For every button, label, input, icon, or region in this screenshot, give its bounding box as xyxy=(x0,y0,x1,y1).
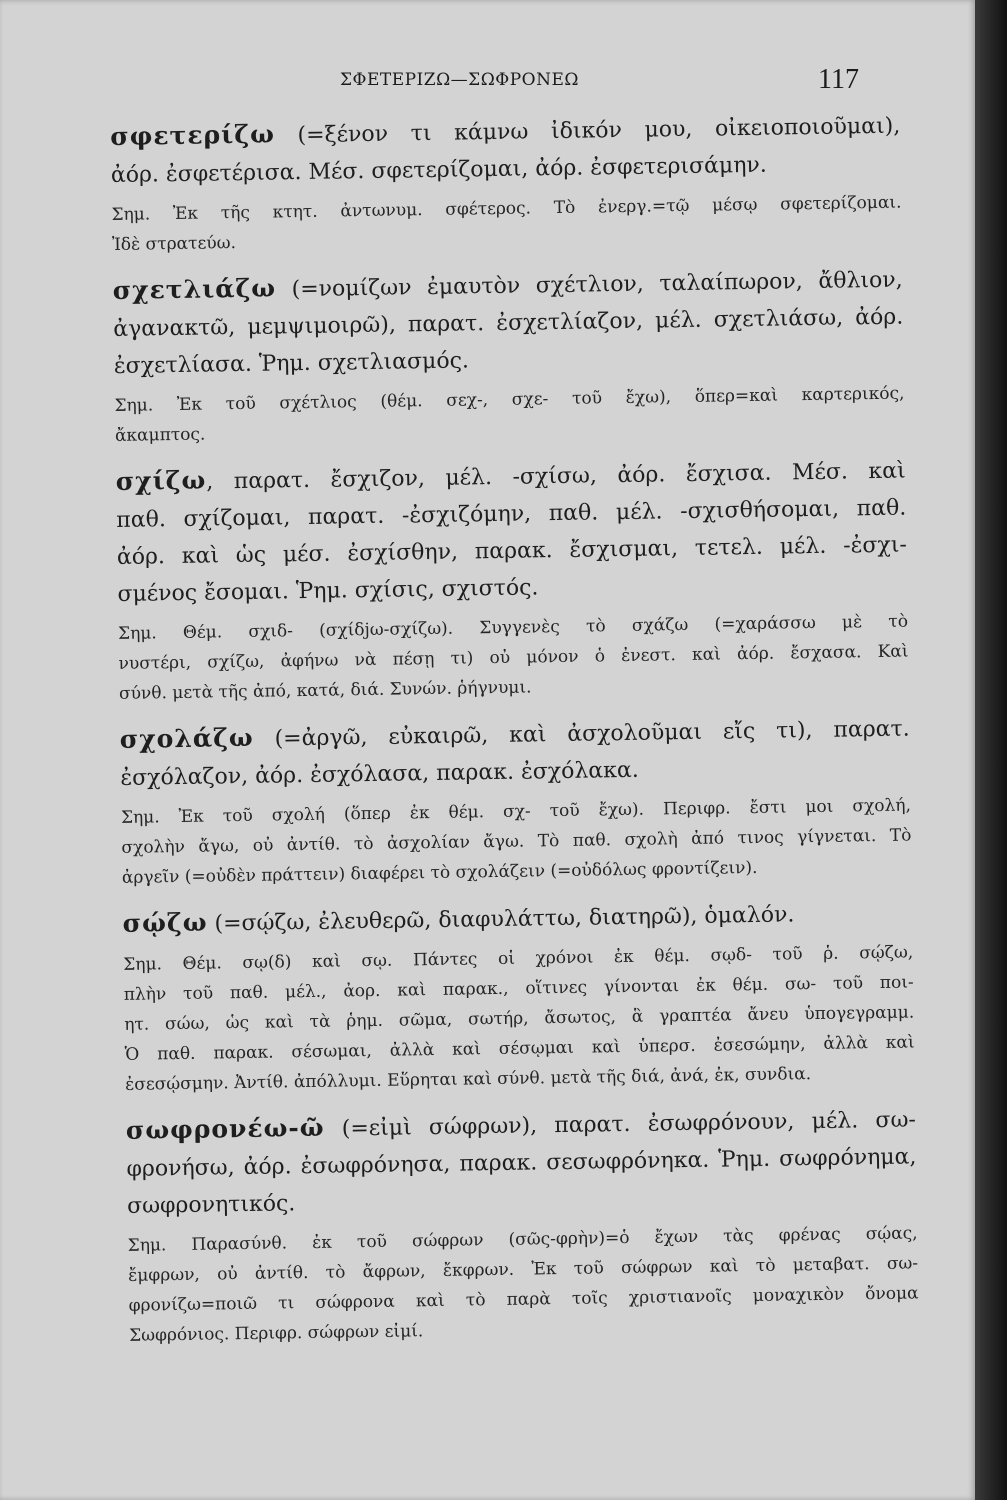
note-text: Σημ. Παρασύνθ. ἐκ τοῦ σώφρων (σῶς-φρὴν)=ὁ ἔχων τὰς φρένας σῴας, xyxy=(127,1223,918,1256)
entry-text: σωφρονητικός. xyxy=(126,1191,296,1219)
lemma: σχίζω xyxy=(115,465,207,496)
entry-text: (=εἰμὶ σώφρων), παρατ. ἐσωφρόνουν, μέλ. σω- xyxy=(324,1107,917,1142)
entry-text: (=νομίζων ἐμαυτὸν σχέτλιον, ταλαίπωρον, ἄθλιον, xyxy=(275,267,903,303)
note-text: νυστέρι, σχίζω, ἀφήνω νὰ πέσῃ τι) οὐ μόνον ὁ ἐνεστ. καὶ ἀόρ. ἔσχασα. Καὶ xyxy=(118,641,909,674)
note-text: ἔμφρων, οὐ ἀντίθ. τὸ ἄφρων, ἔκφρων. Ἐκ τοῦ σώφρων καὶ τὸ μεταβατ. σω- xyxy=(128,1253,919,1286)
book-edge-shadow xyxy=(975,0,1007,1500)
note-text: ἀργεῖν (=οὐδὲν πράττειν) διαφέρει τὸ σχολάζειν (=οὐδόλως φροντίζειν). xyxy=(121,857,758,888)
entry-text: παθ. σχίζομαι, παρατ. -ἐσχιζόμην, παθ. μέλ. -σχισθήσομαι, παθ. xyxy=(116,495,907,533)
note-schetliazo xyxy=(114,379,905,451)
page-header xyxy=(0,62,975,102)
note-text: σύνθ. μετὰ τῆς ἀπό, κατά, διά. Συνών. ῥήγνυμι. xyxy=(118,677,532,704)
entry-text: (=ἀργῶ, εὐκαιρῶ, καὶ ἀσχολοῦμαι εἴς τι), παρατ. xyxy=(253,716,910,752)
entry-text: ἀόρ. καὶ ὡς μέσ. ἐσχίσθην, παρακ. ἔσχισμαι, τετελ. μέλ. -ἐσχι- xyxy=(116,532,908,570)
lemma: σωφρονέω-ῶ xyxy=(125,1112,325,1145)
entry-text: σμένος ἔσομαι. Ῥημ. σχίσις, σχιστός. xyxy=(117,575,539,607)
entry-text: ἐσχόλαζον, ἀόρ. ἐσχόλασα, παρακ. ἐσχόλακα. xyxy=(120,757,639,791)
entry-text: (=σῴζω, ἐλευθερῶ, διαφυλάττω, διατηρῶ), ὁμαλόν. xyxy=(207,902,795,937)
lemma: σῴζω xyxy=(122,907,208,938)
note-text: ἐσεσῴσμην. Ἀντίθ. ἀπόλλυμι. Εὕρηται καὶ σύνθ. μετὰ τῆς διά, ἀνά, ἐκ, συνδια. xyxy=(125,1064,812,1095)
entry-text: φρονήσω, ἀόρ. ἐσωφρόνησα, παρακ. σεσωφρόνηκα. Ῥημ. σωφρόνημα, xyxy=(126,1144,917,1182)
note-text: φρονίζω=ποιῶ τι σώφρονα καὶ τὸ παρὰ τοῖς χριστιανοῖς μοναχικὸν ὄνομα xyxy=(128,1283,919,1316)
page-number: 117 xyxy=(818,64,859,95)
note-text: Σημ. Ἐκ τοῦ σχολή (ὅπερ ἐκ θέμ. σχ- τοῦ ἔχω). Περιφρ. ἔστι μοι σχολή, xyxy=(120,795,912,828)
note-text: Σημ. Θέμ. σῳ(δ) καὶ σῳ. Πάντες οἱ χρόνοι ἐκ θέμ. σῳδ- τοῦ ῥ. σῴζω, xyxy=(123,942,914,975)
entry-sofroneo xyxy=(126,1099,918,1224)
entry-sfeterizo xyxy=(110,106,901,194)
entry-text: ἀγανακτῶ, μεμψιμοιρῶ), παρατ. ἐσχετλίαζον, μέλ. σχετλιάσω, ἀόρ. xyxy=(113,304,904,342)
dictionary-body xyxy=(110,106,919,1363)
note-text: Σωφρόνιος. Περιφρ. σώφρων εἰμί. xyxy=(128,1321,424,1346)
lemma: σφετερίζω xyxy=(110,119,276,151)
entry-text: ἐσχετλίασα. Ῥημ. σχετλιασμός. xyxy=(113,348,470,379)
note-text: Σημ. Ἐκ τοῦ σχέτλιος (θέμ. σεχ-, σχε- τοῦ ἔχω), ὅπερ=καὶ καρτερικός, xyxy=(114,383,905,416)
note-scholazo xyxy=(121,791,912,893)
note-text: πλὴν τοῦ παθ. μέλ., ἀορ. καὶ παρακ., οἵτινες γίνονται ἐκ θέμ. σω- τοῦ ποι- xyxy=(123,972,914,1005)
entry-schizo xyxy=(115,451,907,613)
note-text: ἄκαμπτος. xyxy=(114,424,206,446)
entry-schetliazo xyxy=(112,260,904,385)
note-sofroneo xyxy=(127,1218,919,1350)
note-sfeterizo xyxy=(111,188,902,260)
entry-text: , παρατ. ἔσχιζον, μέλ. -σχίσω, ἀόρ. ἔσχισα. Μέσ. καὶ xyxy=(206,458,906,495)
note-text: Σημ. Ἐκ τῆς κτητ. ἀντωνυμ. σφέτερος. Τὸ ἐνεργ.=τῷ μέσῳ σφετερίζομαι. xyxy=(111,192,902,225)
entry-text: (=ξένον τι κάμνω ἰδικόν μου, οἰκειοποιοῦμαι), xyxy=(274,113,901,149)
note-text: σχολὴν ἄγω, οὐ ἀντίθ. τὸ ἀσχολίαν ἄγω. Τὸ παθ. σχολὴ ἀπό τινος γίγνεται. Τὸ xyxy=(121,825,912,858)
note-text: ητ. σώω, ὡς καὶ τὰ ῥημ. σῶμα, σωτήρ, ἄσωτος, ἃ γραπτέα ἄνευ ὑπογεγραμμ. xyxy=(124,1002,915,1035)
note-text: Σημ. Θέμ. σχιδ- (σχίδjω-σχίζω). Συγγενὲς τὸ σχάζω (=χαράσσω μὲ τὸ xyxy=(117,611,909,644)
note-text: Ἰδὲ στρατεύω. xyxy=(111,233,237,255)
note-sozo xyxy=(123,937,915,1099)
entry-sozo xyxy=(122,892,913,943)
running-head: ΣΦΕΤΕΡΙΖΩ—ΣΩΦΡΟΝΕΩ xyxy=(340,70,579,90)
entry-text: ἀόρ. ἐσφετέρισα. Μέσ. σφετερίζομαι, ἀόρ. ἐσφετερισάμην. xyxy=(110,152,767,188)
note-schizo xyxy=(118,607,909,709)
entry-scholazo xyxy=(119,709,910,797)
lemma: σχολάζω xyxy=(119,722,254,754)
note-text: Ὁ παθ. παρακ. σέσωμαι, ἀλλὰ καὶ σέσῳμαι καὶ ὑπερσ. ἐσεσώμην, ἀλλὰ καὶ xyxy=(124,1032,915,1065)
lemma: σχετλιάζω xyxy=(112,273,277,305)
